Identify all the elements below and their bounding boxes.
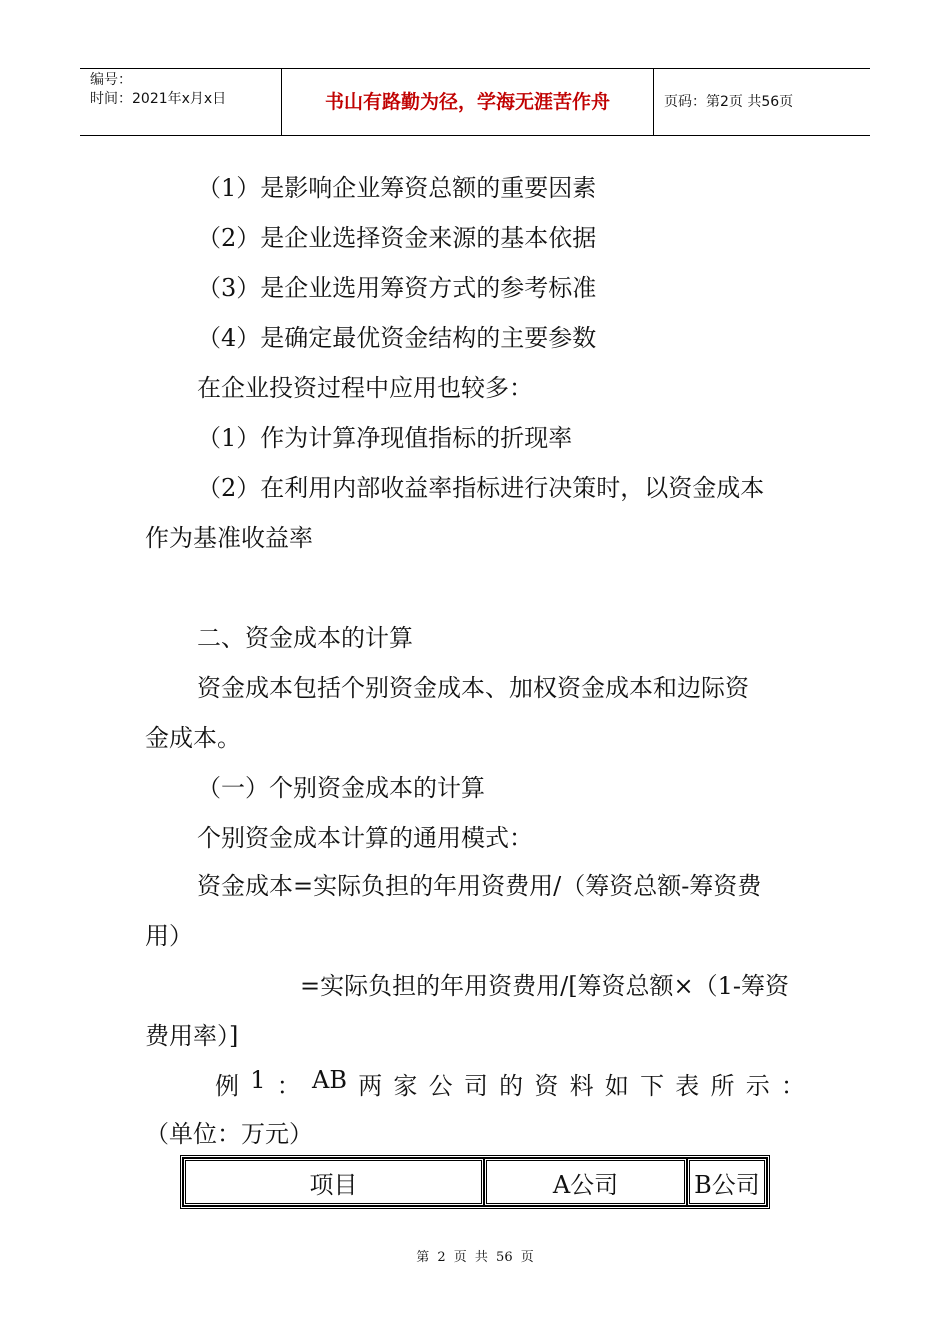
example-char: 料 xyxy=(569,1072,594,1100)
page-header xyxy=(80,68,870,136)
table-header-row xyxy=(183,1158,767,1206)
document-date: 时间：2021年x月x日 xyxy=(90,91,227,107)
subsection-heading: （一）个别资金成本的计算 xyxy=(197,774,485,802)
example-char: 所 xyxy=(710,1072,735,1100)
invest-intro: 在企业投资过程中应用也较多： xyxy=(197,374,533,402)
table-header-company-a: A公司 xyxy=(484,1158,687,1206)
example-char: 示 xyxy=(745,1072,770,1100)
header-page-info: 页码：第2页 共56页 xyxy=(664,94,794,110)
document-number-label: 编号： xyxy=(90,72,132,88)
table-header-company-b: B公司 xyxy=(687,1158,767,1206)
example-char: 例 xyxy=(215,1072,239,1100)
example-char: 1 xyxy=(250,1066,266,1094)
uses-item-1: （1）是影响企业筹资总额的重要因素 xyxy=(197,174,597,202)
table-header-item: 项目 xyxy=(183,1158,484,1206)
header-meta xyxy=(80,69,282,135)
formula-line-1: 资金成本=实际负担的年用资费用/（筹资总额-筹资费 xyxy=(197,872,762,900)
example-char: AB xyxy=(311,1066,347,1094)
invest-item-2: （2）在利用内部收益率指标进行决策时，以资金成本 xyxy=(197,474,765,502)
example-char: 司 xyxy=(463,1072,488,1100)
section-heading: 二、资金成本的计算 xyxy=(197,624,413,652)
example-char: 资 xyxy=(534,1072,559,1100)
example-char: 公 xyxy=(428,1072,453,1100)
invest-item-2-cont: 作为基准收益率 xyxy=(145,524,313,552)
formula-line-2: =实际负担的年用资费用/[筹资总额×（1-筹资 xyxy=(300,972,790,1000)
company-data-table xyxy=(180,1155,770,1209)
example-char: 两 xyxy=(358,1072,383,1100)
header-motto: 书山有路勤为径，学海无涯苦作舟 xyxy=(282,69,654,135)
formula-line-2-cont: 费用率）] xyxy=(145,1022,239,1050)
example-char: 表 xyxy=(675,1072,700,1100)
example-intro xyxy=(215,1066,805,1101)
example-unit: （单位：万元） xyxy=(145,1120,313,1148)
uses-item-4: （4）是确定最优资金结构的主要参数 xyxy=(197,324,597,352)
types-paragraph-cont: 金成本。 xyxy=(145,724,241,752)
uses-item-3: （3）是企业选用筹资方式的参考标准 xyxy=(197,274,597,302)
invest-item-1: （1）作为计算净现值指标的折现率 xyxy=(197,424,573,452)
page-footer: 第 2 页 共 56 页 xyxy=(416,1250,534,1265)
example-char: 家 xyxy=(393,1072,418,1100)
general-model-label: 个别资金成本计算的通用模式： xyxy=(197,824,533,852)
example-char: ： xyxy=(781,1072,805,1100)
formula-line-1-cont: 用） xyxy=(145,922,193,950)
uses-item-2: （2）是企业选择资金来源的基本依据 xyxy=(197,224,597,252)
types-paragraph: 资金成本包括个别资金成本、加权资金成本和边际资 xyxy=(197,674,749,702)
example-char: ： xyxy=(276,1072,301,1100)
example-char: 下 xyxy=(640,1072,665,1100)
example-char: 如 xyxy=(604,1072,629,1100)
example-char: 的 xyxy=(499,1072,524,1100)
